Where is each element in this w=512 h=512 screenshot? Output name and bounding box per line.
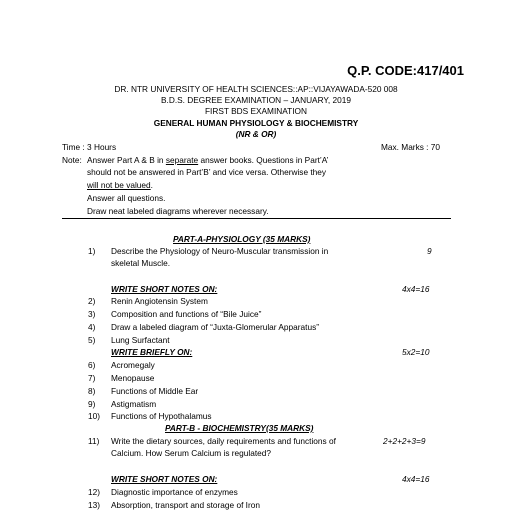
note-line-1 [87,155,329,165]
q11-line-2: Calcium. How Serum Calcium is regulated? [111,448,272,458]
q6-number: 6) [88,360,96,370]
part-b-short-notes-marks: 4x4=16 [402,474,430,484]
note-line-2: should not be answered in Part’B’ and vice versa. Otherwise they [87,167,327,177]
q3-number: 3) [88,309,96,319]
q6-text: Acromegaly [111,360,155,370]
q3-text: Composition and functions of “Bile Juice” [111,309,262,319]
note-label: Note: [62,155,82,165]
q1-number: 1) [88,246,96,256]
q11-marks: 2+2+2+3=9 [383,436,426,446]
q1-line-2: skeletal Muscle. [111,258,171,268]
part-b-heading: PART-B - BIOCHEMISTRY(35 MARKS) [165,423,314,433]
q12-number: 12) [88,487,100,497]
q11-number: 11) [88,436,100,446]
scheme-label: (NR & OR) [235,129,277,139]
note-line-3-end: . [150,180,153,190]
q5-number: 5) [88,335,96,345]
note-line-1-start: Answer Part A & B in [87,155,166,165]
q4-text: Draw a labeled diagram of “Juxta-Glomerular Apparatus” [111,322,319,332]
max-marks: Max. Marks : 70 [381,142,441,152]
part-a-short-notes-marks: 4x4=16 [402,284,430,294]
q13-number: 13) [88,500,100,510]
q7-text: Menopause [111,373,155,383]
q10-number: 10) [88,411,100,421]
q4-number: 4) [88,322,96,332]
part-a-brief-marks: 5x2=10 [402,347,430,357]
part-a-heading: PART-A-PHYSIOLOGY (35 MARKS) [173,234,311,244]
note-not-valued: will not be valued [87,180,151,190]
q7-number: 7) [88,373,96,383]
exam-level: FIRST BDS EXAMINATION [204,106,308,116]
q5-text: Lung Surfactant [111,335,170,345]
q8-text: Functions of Middle Ear [111,386,199,396]
q12-text: Diagnostic importance of enzymes [111,487,238,497]
note-line-1-end: answer books. Questions in Part’A’ [198,155,329,165]
exam-time: Time : 3 Hours [62,142,117,152]
q8-number: 8) [88,386,96,396]
subject-title: GENERAL HUMAN PHYSIOLOGY & BIOCHEMISTRY [153,118,359,128]
q1-marks: 9 [427,246,432,256]
note-separate: separate [165,155,199,165]
q2-text: Renin Angiotensin System [111,296,208,306]
part-b-short-notes-heading: WRITE SHORT NOTES ON: [111,474,218,484]
university-name: DR. NTR UNIVERSITY OF HEALTH SCIENCES::AP::VIJAYAWADA-520 008 [114,84,398,94]
note-line-5: Draw neat labeled diagrams wherever necessary. [87,206,269,216]
note-line-3 [87,180,153,190]
note-line-4: Answer all questions. [87,193,166,203]
part-a-brief-heading: WRITE BRIEFLY ON: [111,347,193,357]
q2-number: 2) [88,296,96,306]
q1-line-1: Describe the Physiology of Neuro-Muscular transmission in [111,246,329,256]
q9-text: Astigmatism [111,399,157,409]
q10-text: Functions of Hypothalamus [111,411,212,421]
q9-number: 9) [88,399,96,409]
divider [62,218,451,219]
q11-line-1: Write the dietary sources, daily requirements and functions of [111,436,336,446]
exam-title: B.D.S. DEGREE EXAMINATION – JANUARY, 2019 [161,95,351,105]
q13-text: Absorption, transport and storage of Iron [111,500,260,510]
qp-code: Q.P. CODE:417/401 [347,63,464,78]
part-a-short-notes-heading: WRITE SHORT NOTES ON: [111,284,218,294]
